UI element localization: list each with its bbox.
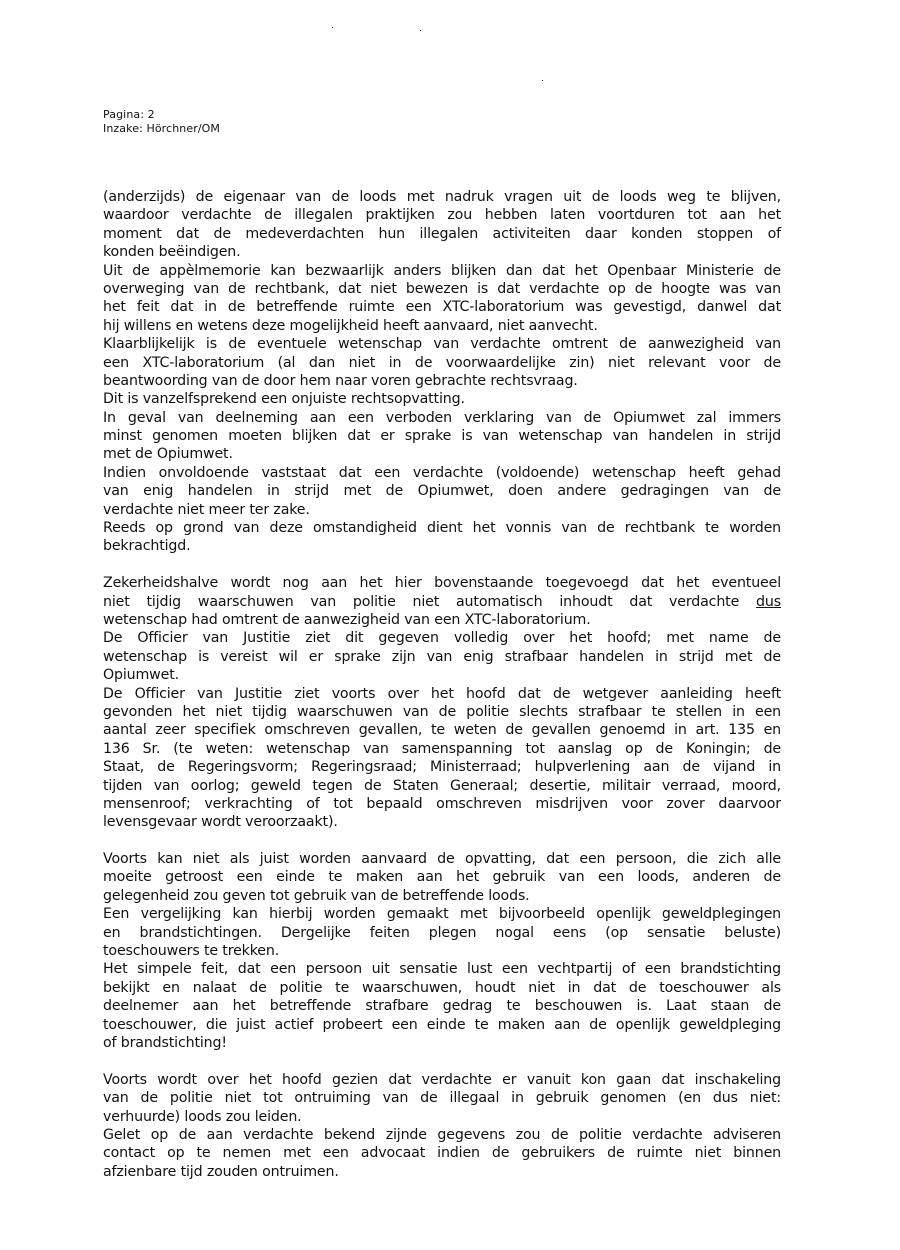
text-line: minst genomen moeten blijken dat er sprake is van wetenschap van handelen in strijd <box>103 428 781 445</box>
scan-speck <box>542 80 543 81</box>
text-line: waardoor verdachte de illegalen praktijken zou hebben laten voortduren tot aan het <box>103 207 781 224</box>
paragraph <box>103 409 781 464</box>
text-line: toeschouwers te trekken. <box>103 943 280 960</box>
text-line: Zekerheidshalve wordt nog aan het hier bovenstaande toegevoegd dat het eventueel <box>103 575 781 592</box>
text-line: Gelet op de aan verdachte bekend zijnde gegevens zou de politie verdachte adviseren <box>103 1126 781 1143</box>
text-line: aantal zeer specifiek omschreven gevallen, te weten de gevallen genoemd in art. 135 en <box>103 722 781 739</box>
text-line: en brandstichtingen. Dergelijke feiten plegen nogal eens (op sensatie beluste) <box>103 924 781 941</box>
paragraph <box>103 390 781 408</box>
paragraph <box>103 188 781 262</box>
text-line: bekrachtigd. <box>103 538 191 555</box>
paragraph <box>103 905 781 960</box>
paragraph <box>103 850 781 905</box>
text-line: een XTC-laboratorium (al dan niet in de voorwaardelijke zin) niet relevant voor de <box>103 354 781 371</box>
text-line: verhuurde) loods zou leiden. <box>103 1108 302 1125</box>
paragraph-gap <box>103 556 781 574</box>
underlined-word: dus <box>756 593 781 610</box>
text-line: of brandstichting! <box>103 1034 227 1051</box>
text-line: verdachte niet meer ter zake. <box>103 501 310 518</box>
text-line: Het simpele feit, dat een persoon uit sensatie lust een vechtpartij of een brandstichting <box>103 961 781 978</box>
document-body <box>103 188 781 1181</box>
text-line: Uit de appèlmemorie kan bezwaarlijk anders blijken dan dat het Openbaar Ministerie de <box>103 262 781 279</box>
text-line: Reeds op grond van deze omstandigheid dient het vonnis van de rechtbank te worden <box>103 520 781 537</box>
text-line: bekijkt en nalaat de politie te waarschuwen, houdt niet in dat de toeschouwer als <box>103 979 781 996</box>
text-line: hij willens en wetens deze mogelijkheid heeft aanvaard, niet aanvecht. <box>103 317 598 334</box>
text-line: tijden van oorlog; geweld tegen de Staten Generaal; desertie, militair verraad, moord, <box>103 777 781 794</box>
paragraph <box>103 574 781 629</box>
text-line: (anderzijds) de eigenaar van de loods met nadruk vragen uit de loods weg te blijven, <box>103 189 781 205</box>
case-subject-label: Inzake: Hörchner/OM <box>103 122 220 135</box>
text-line: konden beëindigen. <box>103 244 241 261</box>
text-line: Voorts wordt over het hoofd gezien dat verdachte er vanuit kon gaan dat inschakeling <box>103 1071 781 1088</box>
text-line: moeite getroost een einde te maken aan het gebruik van een loods, anderen de <box>103 869 781 886</box>
text-line: Klaarblijkelijk is de eventuele wetenschap van verdachte omtrent de aanwezigheid van <box>103 336 781 353</box>
paragraph <box>103 335 781 390</box>
text-line: Een vergelijking kan hierbij worden gemaakt met bijvoorbeeld openlijk geweldplegingen <box>103 906 781 923</box>
text-line: Staat, de Regeringsvorm; Regeringsraad; Ministerraad; hulpverlening aan de vijand in <box>103 759 781 776</box>
paragraph <box>103 262 781 336</box>
scan-speck <box>332 27 333 28</box>
paragraph <box>103 464 781 519</box>
paragraph <box>103 685 781 832</box>
text-line: toeschouwer, die juist actief probeert een einde te maken aan de openlijk geweldpleging <box>103 1016 781 1033</box>
paragraph-gap <box>103 1052 781 1070</box>
paragraph <box>103 960 781 1052</box>
text-line <box>103 593 781 611</box>
text-line: Indien onvoldoende vaststaat dat een verdachte (voldoende) wetenschap heeft gehad <box>103 464 781 481</box>
text-line: wetenschap had omtrent de aanwezigheid van een XTC-laboratorium. <box>103 611 591 628</box>
text-line: Dit is vanzelfsprekend een onjuiste rechtsopvatting. <box>103 391 465 408</box>
text-line: van enig handelen in strijd met de Opiumwet, doen andere gedragingen van de <box>103 483 781 500</box>
text-line: mensenroof; verkrachting of tot bepaald omschreven misdrijven voor zover daarvoor <box>103 795 781 812</box>
text-line: De Officier van Justitie ziet dit gegeven volledig over het hoofd; met name de <box>103 630 781 647</box>
page-number-label: Pagina: 2 <box>103 108 155 121</box>
text-line: overweging van de rechtbank, dat niet bewezen is dat verdachte op de hoogte was van <box>103 280 781 297</box>
text-line: levensgevaar wordt veroorzaakt). <box>103 814 338 831</box>
text-line: gelegenheid zou geven tot gebruik van de betreffende loods. <box>103 887 530 904</box>
scan-speck <box>420 30 421 31</box>
text-line: wetenschap is vereist wil er sprake zijn van enig strafbaar handelen in strijd met de <box>103 648 781 665</box>
text-line: moment dat de medeverdachten hun illegalen activiteiten daar konden stoppen of <box>103 225 781 242</box>
text-line: De Officier van Justitie ziet voorts over het hoofd dat de wetgever aanleiding heeft <box>103 685 781 702</box>
paragraph <box>103 629 781 684</box>
text-line: beantwoording van de door hem naar voren gebrachte rechtsvraag. <box>103 372 578 389</box>
text-line: Opiumwet. <box>103 667 179 684</box>
text-line: afzienbare tijd zouden ontruimen. <box>103 1163 339 1180</box>
text-line: 136 Sr. (te weten: wetenschap van samenspanning tot aanslag op de Koningin; de <box>103 740 781 757</box>
page-header <box>103 108 220 136</box>
paragraph <box>103 1126 781 1181</box>
text-line: deelnemer aan het betreffende strafbare gedrag te beschouwen is. Laat staan de <box>103 998 781 1015</box>
text-line: gevonden het niet tijdig waarschuwen van de politie slechts strafbaar te stellen in een <box>103 703 781 720</box>
text-line: met de Opiumwet. <box>103 446 233 463</box>
text-line: van de politie niet tot ontruiming van de illegaal in gebruik genomen (en dus niet: <box>103 1090 781 1107</box>
text-line: In geval van deelneming aan een verboden verklaring van de Opiumwet zal immers <box>103 409 781 426</box>
text-segment: niet tijdig waarschuwen van politie niet automatisch inhoudt dat verdachte <box>103 593 757 610</box>
paragraph <box>103 519 781 556</box>
paragraph-gap <box>103 832 781 850</box>
text-line: contact op te nemen met een advocaat indien de gebruikers de ruimte niet binnen <box>103 1145 781 1162</box>
text-line: het feit dat in de betreffende ruimte een XTC-laboratorium was gevestigd, danwel dat <box>103 299 781 316</box>
text-line: Voorts kan niet als juist worden aanvaard de opvatting, dat een persoon, die zich alle <box>103 851 781 868</box>
paragraph <box>103 1071 781 1126</box>
